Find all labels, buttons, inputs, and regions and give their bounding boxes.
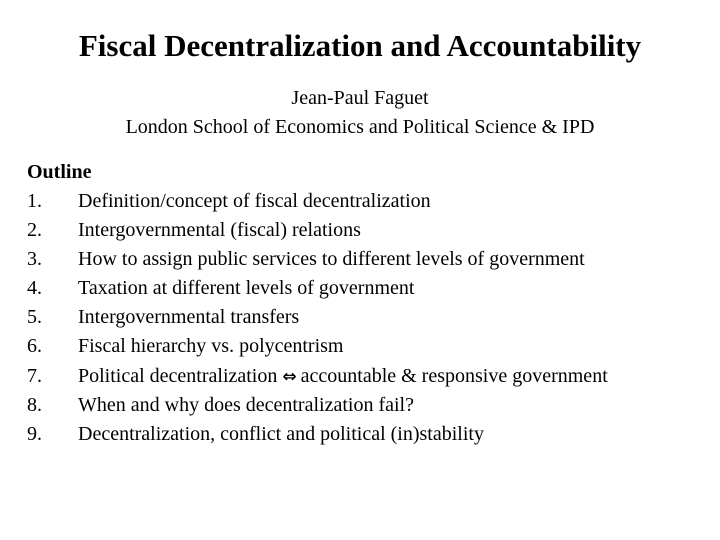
list-item-number: 9.: [27, 423, 42, 445]
list-item: [27, 245, 697, 274]
list-item: [27, 420, 697, 449]
author-affiliation: London School of Economics and Political Science & IPD: [125, 116, 595, 138]
list-item-number: 8.: [27, 394, 42, 416]
outline-heading: Outline: [27, 161, 92, 183]
list-item-number: 5.: [27, 306, 42, 328]
slide-title: Fiscal Decentralization and Accountability: [78, 28, 642, 63]
list-item-text: Fiscal hierarchy vs. polycentrism: [78, 335, 344, 357]
list-item-number: 7.: [27, 365, 42, 387]
list-item: [27, 187, 697, 216]
author-name: Jean-Paul Faguet: [291, 87, 429, 109]
list-item: [27, 303, 697, 332]
list-item: [27, 361, 697, 391]
list-item: [27, 216, 697, 245]
outline-list: [27, 187, 697, 449]
list-item-text: Decentralization, conflict and political (in)stability: [78, 423, 484, 445]
list-item-number: 2.: [27, 219, 42, 241]
list-item-number: 6.: [27, 335, 42, 357]
list-item-text: How to assign public services to different levels of government: [78, 248, 585, 270]
list-item-text: Intergovernmental (fiscal) relations: [78, 219, 361, 241]
list-item-number: 1.: [27, 190, 42, 212]
list-item-text-before: Political decentralization: [78, 365, 278, 387]
list-item: [27, 332, 697, 361]
list-item-text: Intergovernmental transfers: [78, 306, 300, 328]
list-item-text-after: accountable & responsive government: [300, 365, 608, 387]
double-arrow-icon: ⇔: [282, 367, 296, 387]
list-item-text: Definition/concept of fiscal decentralization: [78, 190, 431, 212]
list-item-number: 4.: [27, 277, 42, 299]
list-item: [27, 274, 697, 303]
list-item-text: When and why does decentralization fail?: [78, 394, 414, 416]
list-item-text: Taxation at different levels of government: [78, 277, 415, 299]
list-item-number: 3.: [27, 248, 42, 270]
list-item: [27, 391, 697, 420]
